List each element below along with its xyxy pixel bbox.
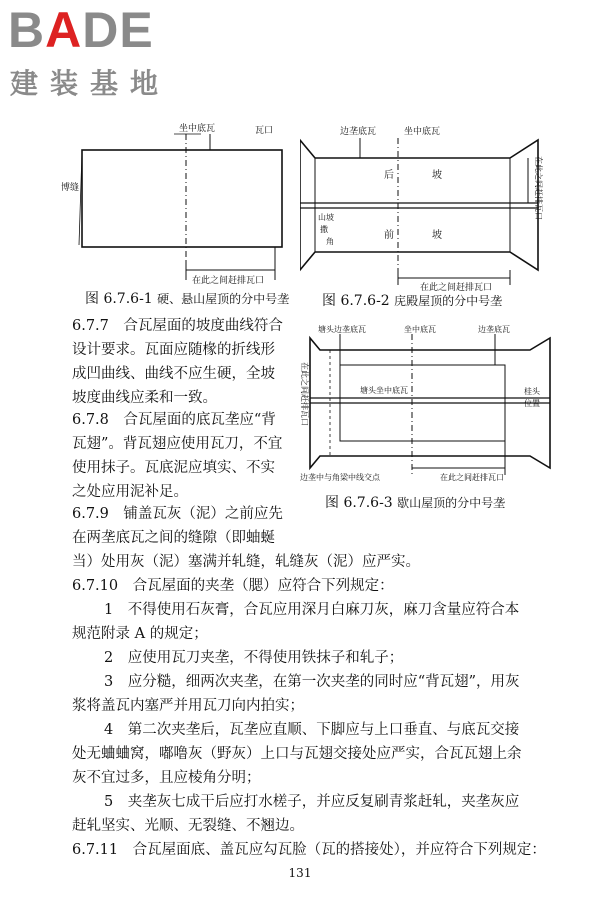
section-6-7-9-line-3: 当）处用灰（泥）塞满并轧缝，轧缝灰（泥）应严实。 (72, 554, 420, 570)
section-6-7-8-line-3: 使用抹子。瓦底泥应填实、不实 (72, 460, 275, 476)
figure-3 (300, 320, 560, 515)
section-6-7-11-heading: 6.7.11 合瓦屋面底、盖瓦应勾瓦脸（瓦的搭接处），并应符合下列规定： (72, 842, 546, 858)
section-6-7-7-line-1: 6.7.7 合瓦屋面的坡度曲线符合 (72, 318, 283, 334)
fig2-label-left2: 撒 (320, 225, 328, 234)
fig2-label-front2: 坡 (432, 230, 442, 241)
figure-1 (55, 120, 305, 310)
fig2-label-front: 前 (384, 230, 394, 241)
fig1-caption-text: 硬、悬山屋顶的分中号垄 (157, 292, 290, 306)
figure-3-drawing (300, 320, 560, 515)
fig2-label-edge: 边垄底瓦 (340, 127, 377, 137)
item-5-line-2: 赶轧坚实、光顺、无裂缝、不翘边。 (72, 818, 304, 834)
item-3-line-2: 浆将盖瓦内塞严并用瓦刀向内拍实； (72, 698, 304, 714)
section-6-7-7-line-2: 设计要求。瓦面应随椽的折线形 (72, 342, 275, 358)
fig1-label-bottom: 在此之间赶排瓦口 (192, 276, 265, 286)
item-1-line-1: 1 不得使用石灰膏，合瓦应用深月白麻刀灰，麻刀含量应符合本 (104, 602, 520, 618)
fig3-label-top-mid: 坐中底瓦 (404, 325, 436, 334)
fig3-label-bottom-left: 边垄中与角梁中线交点 (300, 473, 380, 482)
fig3-label-top-left: 塘头边垄底瓦 (318, 325, 366, 334)
section-6-7-7-line-4: 坡度曲线应柔和一致。 (72, 390, 217, 406)
item-4-line-1: 4 第二次夹垄后，瓦垄应直顺、下脚应与上口垂直、与底瓦交接 (104, 722, 520, 738)
item-3-line-1: 3 应分糙，细两次夹垄，在第一次夹垄的同时应“背瓦翅”，用灰 (104, 674, 520, 690)
brand-logo (8, 4, 188, 104)
figure-1-caption (85, 288, 289, 308)
section-6-7-8-line-4: 之处应用泥补足。 (72, 484, 188, 500)
item-4-line-2: 处无蛐蛐窝，嘟噜灰（野灰）上口与瓦翅交接处应严实，合瓦瓦翅上余 (72, 746, 522, 762)
fig3-label-bottom-right: 在此之间赶排瓦口 (440, 473, 504, 482)
fig3-label-top-right: 边垄底瓦 (478, 325, 510, 334)
item-4-line-3: 灰不宜过多，且应棱角分明； (72, 770, 261, 786)
fig2-label-left1: 山坡 (318, 213, 334, 222)
section-6-7-8-line-2: 瓦翅”。背瓦翅应使用瓦刀，不宜 (72, 436, 283, 452)
page-number: 131 (288, 866, 312, 880)
figure-2 (300, 120, 560, 310)
fig2-label-right: 在此之间赶排瓦口 (534, 156, 543, 220)
fig1-caption-no: 图 6.7.6-1 (85, 291, 153, 307)
section-6-7-8-line-1: 6.7.8 合瓦屋面的底瓦垄应“背 (72, 412, 276, 428)
figure-2-drawing (300, 120, 560, 310)
fig3-caption-text: 歇山屋顶的分中号垄 (397, 496, 506, 510)
item-2: 2 应使用瓦刀夹垄，不得使用铁抹子和轧子； (104, 650, 404, 666)
figure-3-caption (325, 492, 505, 512)
fig3-label-left: 在此之间赶排瓦口 (300, 362, 309, 426)
fig1-label-center: 坐中底瓦 (179, 124, 216, 134)
figure-2-caption (322, 290, 502, 310)
fig2-caption-text: 庑殿屋顶的分中号垄 (394, 294, 503, 308)
section-6-7-9-line-2: 在两垄底瓦之间的缝隙（即蚰蜒 (72, 530, 275, 546)
fig3-label-right2: 位置 (524, 399, 540, 408)
fig2-label-left3: 角 (326, 237, 334, 246)
item-5-line-1: 5 夹垄灰七成干后应打水槎子，并应反复刷青浆赶轧，夹垄灰应 (104, 794, 520, 810)
fig3-caption-no: 图 6.7.6-3 (325, 495, 393, 511)
section-6-7-7-line-3: 成凹曲线、曲线不应生硬，全坡 (72, 366, 275, 382)
fig1-label-eave: 瓦口 (255, 126, 274, 136)
logo-subtitle: 建装基地 (10, 67, 171, 100)
section-6-7-10-heading: 6.7.10 合瓦屋面的夹垄（腮）应符合下列规定： (72, 578, 394, 594)
logo-a-mark: A (45, 2, 83, 58)
item-1-line-2: 规范附录 A 的规定； (72, 626, 208, 642)
fig3-label-right1: 桂头 (524, 387, 540, 396)
fig2-label-center: 坐中底瓦 (404, 127, 441, 137)
fig2-caption-no: 图 6.7.6-2 (322, 293, 390, 309)
fig3-label-mid: 塘头坐中底瓦 (360, 386, 408, 395)
logo-wordmark: BADE (8, 2, 154, 58)
section-6-7-9-line-1: 6.7.9 铺盖瓦灰（泥）之前应先 (72, 506, 283, 522)
fig2-label-bottom: 在此之间赶排瓦口 (420, 283, 493, 293)
fig1-label-side: 博缝 (61, 183, 80, 193)
figure-1-drawing (55, 120, 305, 310)
fig2-label-back2: 坡 (432, 170, 442, 181)
fig2-label-back: 后 (384, 170, 394, 181)
